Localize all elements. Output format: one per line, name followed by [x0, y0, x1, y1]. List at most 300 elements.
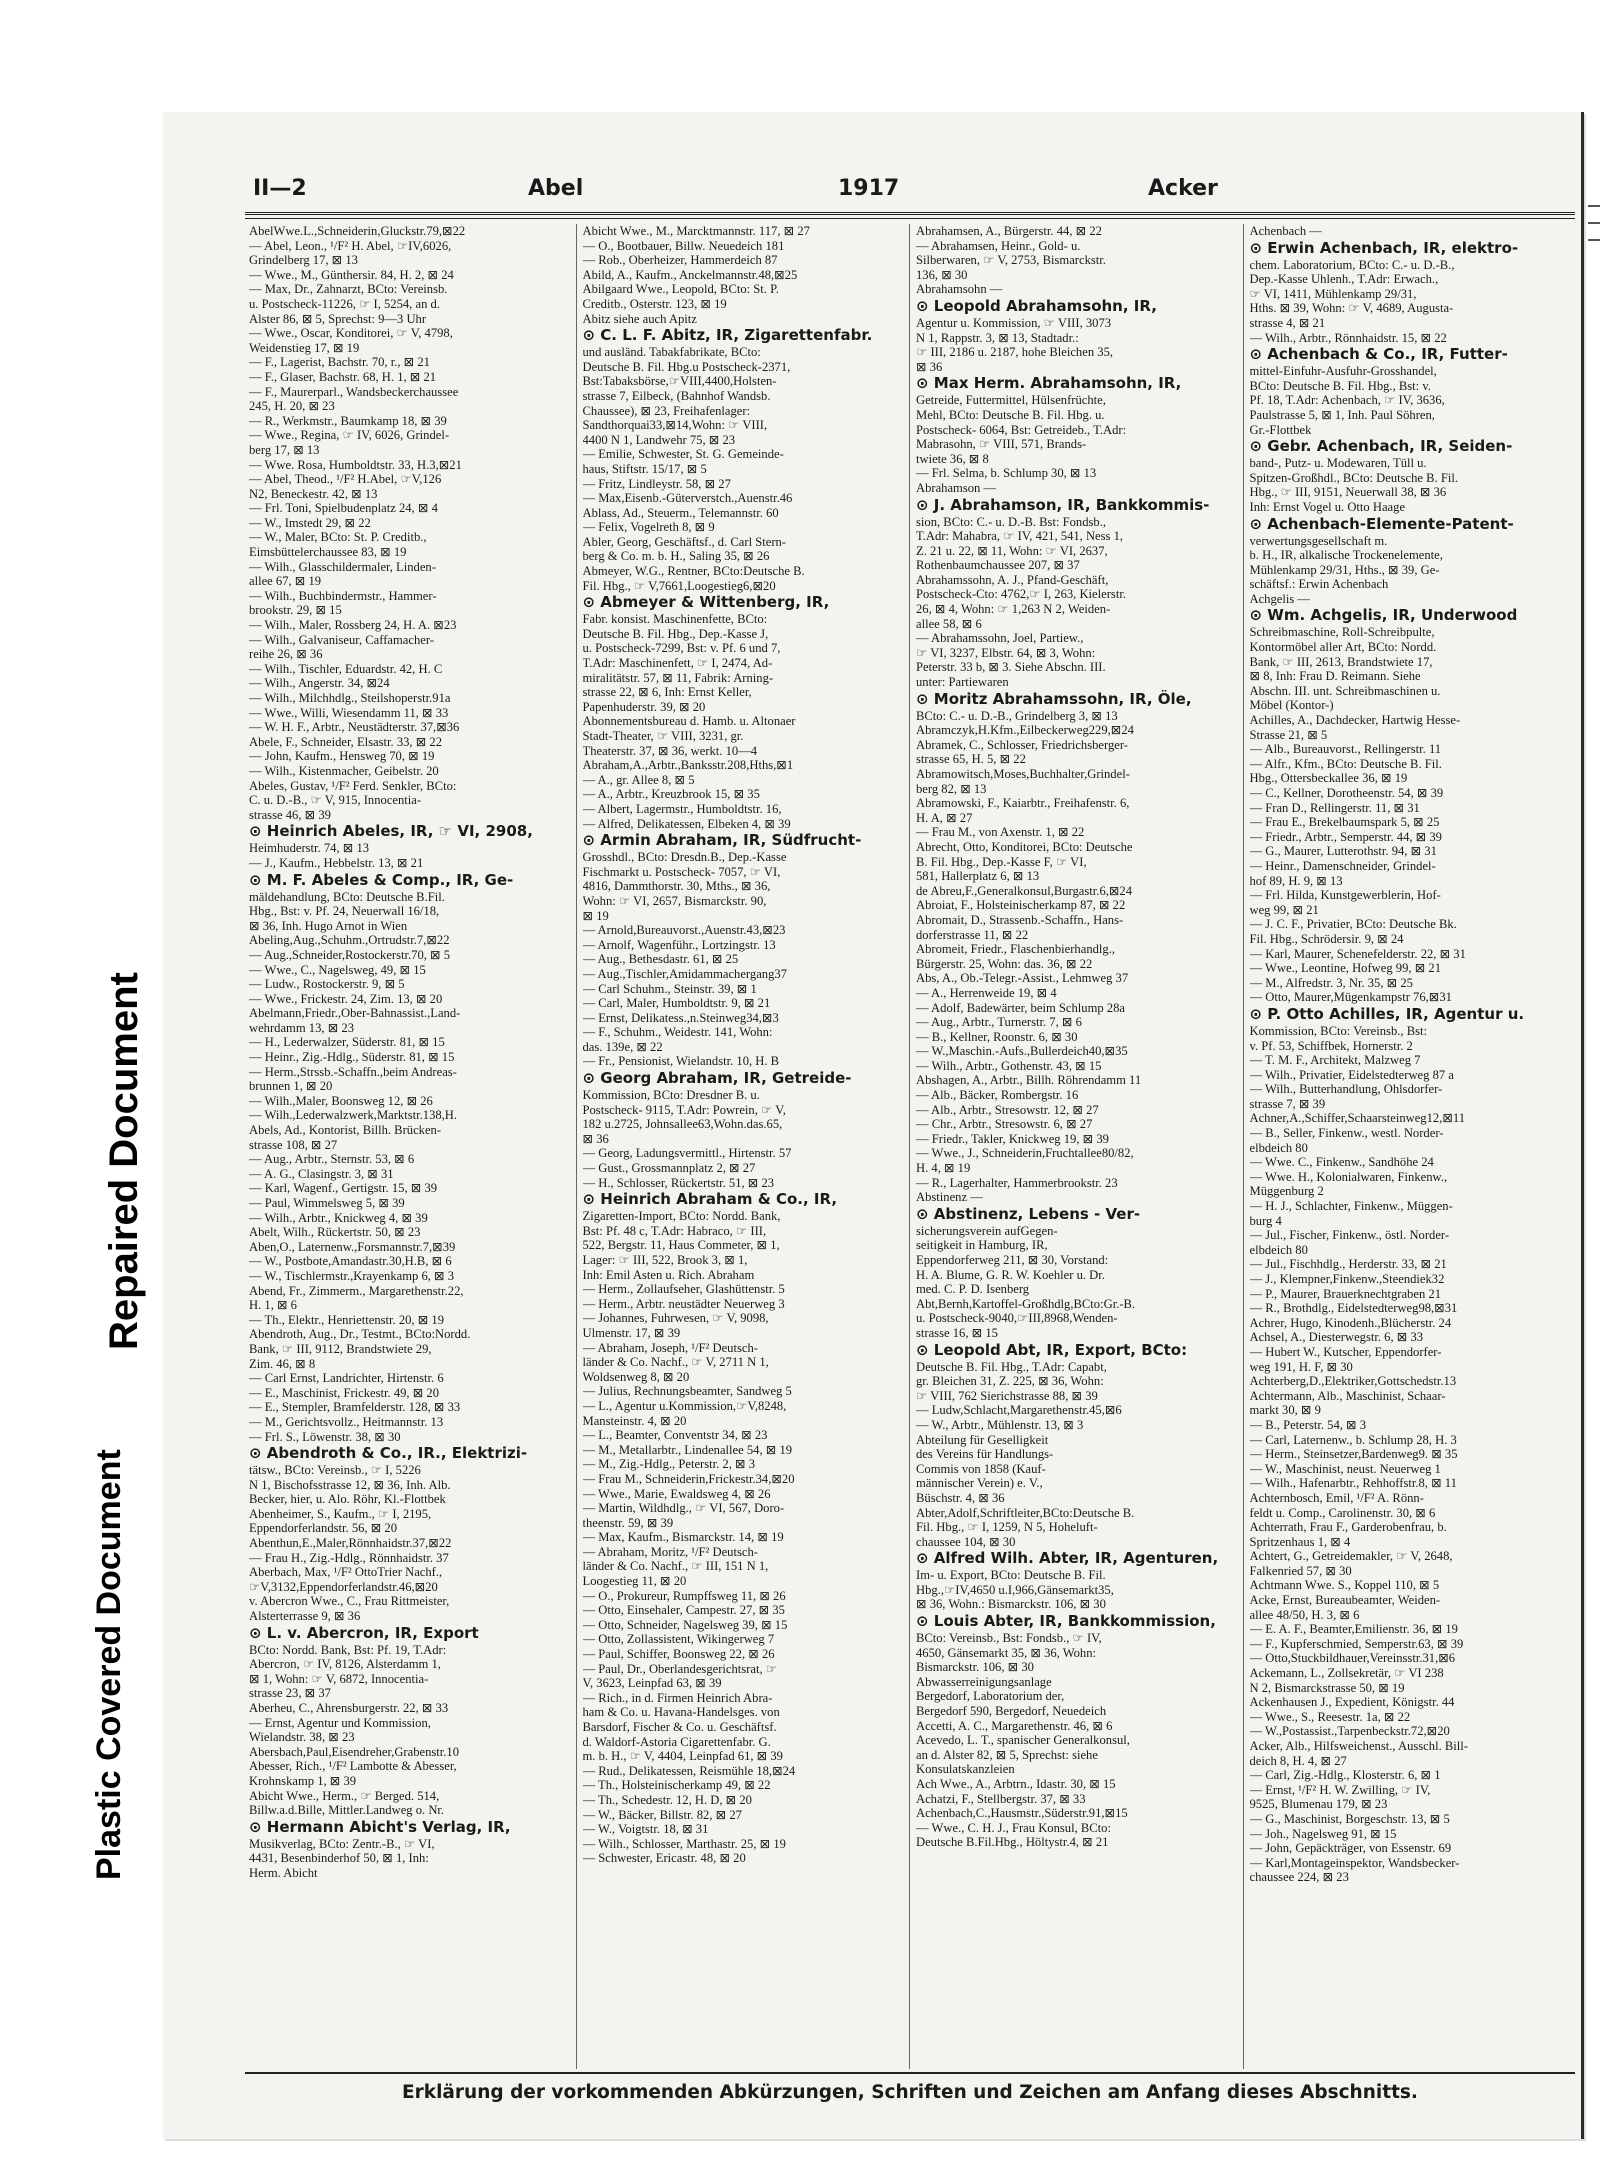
- directory-entry-line: Fabr. konsist. Maschinenfette, BCto:: [582, 612, 768, 627]
- directory-entry-line: Achner,A.,Schiffer,Schaarsteinweg12,⊠11: [1249, 1111, 1466, 1126]
- directory-entry-line: — Abrahamsen, Heinr., Gold- u.: [916, 238, 1081, 253]
- directory-entry-line: Abramek, C., Schlosser, Friedrichsberger-: [916, 737, 1129, 752]
- directory-entry-line: strasse 4, ⊠ 21: [1249, 315, 1326, 330]
- directory-entry-line: Abramczyk,H.Kfm.,Eilbeckerweg229,⊠24: [916, 723, 1134, 738]
- directory-entry-line: ⊙ Achenbach-Elemente-Patent-: [1249, 514, 1514, 533]
- directory-entry-line: — John, Kaufm., Hensweg 70, ⊠ 19: [249, 749, 435, 764]
- directory-entry-line: Hbg., ☞ III, 9151, Neuerwall 38, ⊠ 36: [1249, 485, 1447, 500]
- directory-entry-line: ⊙ Achenbach & Co., IR, Futter-: [1249, 345, 1508, 364]
- directory-entry-line: — Arnolf, Wagenführ., Lortzingstr. 13: [582, 937, 776, 952]
- directory-entry-line: strasse 46, ⊠ 39: [249, 807, 331, 822]
- directory-entry-line: — Abrahamssohn, Joel, Partiew.,: [916, 631, 1084, 646]
- directory-entry-line: Becker, hier, u. Alo. Röhr, Kl.-Flottbek: [249, 1492, 446, 1507]
- directory-entry-line: — R., Werkmstr., Baumkamp 18, ⊠ 39: [249, 413, 447, 428]
- directory-entry-line: Abele, F., Schneider, Elsastr. 33, ⊠ 22: [249, 734, 443, 749]
- directory-entry-line: strasse 23, ⊠ 37: [249, 1686, 331, 1701]
- directory-entry-line: — Wilh., Arbtr., Gothenstr. 43, ⊠ 15: [916, 1058, 1102, 1073]
- directory-entry-line: — E., Stempler, Bramfelderstr. 128, ⊠ 33: [249, 1400, 461, 1415]
- directory-entry-line: — Wwe., Regina, ☞ IV, 6026, Grindel-: [249, 428, 450, 443]
- directory-entry-line: Abicht Wwe., Herm., ☞ Berged. 514,: [249, 1788, 440, 1803]
- directory-entry-line: — H., Schlosser, Rückertstr. 51, ⊠ 23: [582, 1175, 775, 1190]
- directory-entry-line: — W., Voigtstr. 18, ⊠ 31: [582, 1822, 709, 1837]
- directory-entry-line: Abt,Bernh,Kartoffel-Großhdlg,BCto:Gr.-B.: [916, 1296, 1136, 1311]
- directory-entry-line: — Ludw., Rostockerstr. 9, ⊠ 5: [249, 977, 405, 992]
- directory-entry-line: Eppendorferweg 211, ⊠ 30, Vorstand:: [916, 1253, 1109, 1267]
- directory-entry-line: Achsel, A., Diesterwegstr. 6, ⊠ 33: [1249, 1330, 1424, 1345]
- directory-entry-line: Papenhuderstr. 39, ⊠ 20: [582, 699, 706, 714]
- directory-entry-line: Abild, A., Kaufm., Anckelmannstr.48,⊠25: [582, 267, 798, 282]
- directory-entry-line: brookstr. 29, ⊠ 15: [249, 603, 342, 618]
- directory-entry-line: 522, Bergstr. 11, Haus Commeter, ⊠ 1,: [582, 1238, 780, 1253]
- directory-entry-line: strasse 16, ⊠ 15: [916, 1325, 998, 1340]
- directory-entry-line: — Wilh., Angerstr. 34, ⊠24: [249, 676, 390, 691]
- directory-entry-line: strasse 108, ⊠ 27: [249, 1137, 338, 1152]
- directory-entry-line: H. 4, ⊠ 19: [916, 1161, 971, 1176]
- directory-entry-line: BCto: Nordd. Bank, Bst: Pf. 19, T.Adr:: [249, 1642, 447, 1657]
- directory-entry-line: tätsw., BCto: Vereinsb., ☞ I, 5226: [249, 1463, 421, 1478]
- directory-entry-line: ☞ VIII, 762 Sierichstrasse 88, ⊠ 39: [916, 1388, 1098, 1403]
- directory-entry-line: ⊠ 19: [582, 908, 609, 923]
- directory-entry-line: Peterstr. 33 b, ⊠ 3. Siehe Abschn. III.: [916, 660, 1106, 675]
- directory-entry-line: — M., Alfredstr. 3, Nr. 35, ⊠ 25: [1249, 975, 1413, 990]
- directory-entry-line: Abteilung für Geselligkeit: [916, 1432, 1049, 1447]
- directory-entry-line: — W.,Postassist.,Tarpenbeckstr.72,⊠20: [1249, 1724, 1450, 1739]
- directory-entry-line: B. Fil. Hbg., Dep.-Kasse F, ☞ VI,: [916, 854, 1087, 869]
- directory-entry-line: — Alb., Bureauvorst., Rellingerstr. 11: [1249, 742, 1442, 757]
- directory-entry-line: miralitätstr. 57, ⊠ 11, Fabrik: Arning-: [582, 670, 774, 685]
- directory-entry-line: — Wwe., M., Günthersir. 84, H. 2, ⊠ 24: [249, 267, 454, 282]
- directory-entry-line: — H., Lederwalzer, Süderstr. 81, ⊠ 15: [249, 1035, 445, 1050]
- directory-entry-line: berg 17, ⊠ 13: [249, 442, 320, 457]
- directory-entry-line: sicherungsverein aufGegen-: [916, 1223, 1058, 1238]
- directory-entry-line: Falkenried 57, ⊠ 30: [1249, 1563, 1352, 1578]
- directory-entry-line: — Adolf, Badewärter, beim Schlump 28a: [916, 1000, 1125, 1015]
- directory-entry-line: Abs, A., Ob.-Telegr.-Assist., Lehmweg 37: [916, 971, 1129, 986]
- header-right-word: Acker: [1148, 176, 1218, 201]
- directory-entry-line: Strasse 21, ⊠ 5: [1249, 727, 1328, 742]
- directory-entry-line: ⊠ 36, Inh. Hugo Arnot in Wien: [249, 918, 408, 933]
- directory-entry-line: v. Abercron Wwe., C., Frau Rittmeister,: [249, 1594, 450, 1609]
- directory-entry-line: Abendroth, Aug., Dr., Testmt., BCto:Nordd.: [249, 1327, 471, 1342]
- directory-entry-line: Agentur u. Kommission, ☞ VIII, 3073: [916, 315, 1112, 330]
- directory-entry-line: — Fr., Pensionist, Wielandstr. 10, H. B: [582, 1054, 780, 1069]
- directory-entry-line: Ach Wwe., A., Arbtrn., Idastr. 30, ⊠ 15: [916, 1777, 1116, 1791]
- directory-entry-line: — Wilh., Maler, Rossberg 24, H. A. ⊠23: [249, 618, 457, 633]
- directory-entry-line: Abrahamssohn, A. J., Pfand-Geschäft,: [916, 572, 1109, 587]
- directory-entry-line: Inh: Emil Asten u. Rich. Abraham: [582, 1267, 755, 1282]
- directory-entry-line: — Herm.,Strssb.-Schaffn.,beim Andreas-: [249, 1064, 457, 1079]
- directory-entry-line: Ulmenstr. 17, ⊠ 39: [582, 1325, 681, 1340]
- directory-entry-line: Achrer, Hugo, Kinodenh.,Blücherstr. 24: [1249, 1315, 1452, 1330]
- directory-entry-line: — Aug., Bethesdastr. 61, ⊠ 25: [582, 952, 739, 967]
- directory-entry-line: — Aug.,Tischler,Amidammachergang37: [582, 966, 787, 981]
- directory-entry-line: Im- u. Export, BCto: Deutsche B. Fil.: [916, 1568, 1106, 1583]
- directory-entry-line: — Ernst, ¹/F² H. W. Zwilling, ☞ IV,: [1249, 1782, 1431, 1797]
- directory-entry-line: — Carl Ernst, Landrichter, Hirtenstr. 6: [249, 1371, 444, 1386]
- directory-entry-line: strasse 22, ⊠ 6, Inh: Ernst Keller,: [582, 685, 752, 700]
- directory-entry-line: Abrahamsohn —: [916, 282, 1003, 297]
- directory-entry-line: — Wilh., Privatier, Eidelstedterweg 87 a: [1249, 1067, 1454, 1082]
- directory-entry-line: BCto: Deutsche B. Fil. Hbg., Bst: v.: [1249, 378, 1431, 393]
- directory-entry-line: Abilgaard Wwe., Leopold, BCto: St. P.: [582, 282, 779, 297]
- directory-entry-line: sion, BCto: C.- u. D.-B. Bst: Fondsb.,: [916, 514, 1106, 529]
- page-header: [163, 176, 1581, 210]
- directory-entry-line: T.Adr: Mahabra, ☞ IV, 421, 541, Ness 1,: [916, 529, 1124, 544]
- directory-entry-line: mittel-Einfuhr-Ausfuhr-Grosshandel,: [1249, 364, 1437, 379]
- directory-entry-line: ⊙ Georg Abraham, IR, Getreide-: [582, 1069, 852, 1088]
- directory-entry-line: 9525, Blumenau 179, ⊠ 23: [1249, 1797, 1388, 1812]
- plastic-covered-label: Plastic Covered Document: [90, 1449, 128, 1880]
- directory-entry-line: — Jul., Fischer, Finkenw., östl. Norder-: [1249, 1228, 1450, 1243]
- directory-entry-line: Achilles, A., Dachdecker, Hartwig Hesse-: [1249, 713, 1461, 728]
- directory-entry-line: Eimsbüttelerchaussee 83, ⊠ 19: [249, 545, 407, 560]
- side-label: [60, 770, 146, 1910]
- directory-entry-line: — Wilh., Glasschildermaler, Linden-: [249, 559, 436, 574]
- directory-entry-line: elbdeich 80: [1249, 1140, 1308, 1155]
- directory-entry-line: N2, Beneckestr. 42, ⊠ 13: [249, 486, 378, 501]
- directory-entry-line: Abschn. III. unt. Schreibmaschinen u.: [1249, 683, 1441, 698]
- directory-entry-line: med. C. P. D. Isenberg: [916, 1282, 1030, 1297]
- directory-entry-line: länder & Co. Nachf., ☞ III, 151 N 1,: [582, 1559, 769, 1574]
- directory-entry-line: Abeling,Aug.,Schuhm.,Ortrudstr.7,⊠22: [249, 933, 450, 948]
- directory-entry-line: Lager: ☞ III, 522, Brook 3, ⊠ 1,: [582, 1253, 748, 1267]
- directory-entry-line: — Frl. S., Löwenstr. 38, ⊠ 30: [249, 1429, 401, 1444]
- directory-entry-line: BCto: Vereinsb., Bst: Fondsb., ☞ IV,: [916, 1631, 1102, 1646]
- directory-entry-line: Schreibmaschine, Roll-Schreibpulte,: [1249, 625, 1435, 640]
- directory-entry-line: Krohnskamp 1, ⊠ 39: [249, 1773, 357, 1788]
- directory-entry-line: Abercron, ☞ IV, 8126, Alsterdamm 1,: [249, 1657, 441, 1672]
- repaired-label: Repaired Document: [102, 972, 146, 1350]
- directory-entry-line: des Vereins für Handlungs-: [916, 1447, 1054, 1462]
- directory-entry-line: — Heinr., Zig.-Hdlg., Süderstr. 81, ⊠ 15: [249, 1050, 455, 1065]
- directory-entry-line: brunnen 1, ⊠ 20: [249, 1079, 333, 1094]
- directory-entry-line: Postscheck-Cto: 4762,☞ I, 263, Kielerstr.: [916, 587, 1126, 602]
- directory-entry-line: H. A, ⊠ 27: [916, 810, 973, 825]
- directory-entry-line: — Jul., Fischhdlg., Herderstr. 33, ⊠ 21: [1249, 1257, 1447, 1272]
- entry-columns: [243, 224, 1577, 2069]
- directory-entry-line: strasse 7, Eilbeck, (Bahnhof Wandsb.: [582, 388, 771, 403]
- directory-entry-line: ⊠ 36: [916, 359, 943, 374]
- directory-entry-line: Deutsche B. Fil. Hbg., T.Adr: Capabt,: [916, 1359, 1107, 1374]
- directory-entry-line: — Alb., Bäcker, Rombergstr. 16: [916, 1088, 1079, 1103]
- directory-entry-line: Postscheck- 9115, T.Adr: Powrein, ☞ V,: [582, 1102, 786, 1117]
- directory-entry-line: 26, ⊠ 4, Wohn: ☞ 1,263 N 2, Weiden-: [916, 602, 1111, 617]
- directory-entry-line: Grosshdl., BCto: Dresdn.B., Dep.-Kasse: [582, 850, 787, 865]
- directory-entry-line: haus, Stiftstr. 15/17, ⊠ 5: [582, 461, 707, 476]
- footer-rule: [245, 2072, 1575, 2074]
- directory-entry-line: — Max, Dr., Zahnarzt, BCto: Vereinsb.: [249, 282, 448, 297]
- directory-entry-line: Abramowitsch,Moses,Buchhalter,Grindel-: [916, 767, 1130, 781]
- directory-entry-line: Bst:Tabaksbörse,☞VIII,4400,Holsten-: [582, 374, 777, 389]
- directory-entry-line: Abicht Wwe., M., Marcktmannstr. 117, ⊠ 27: [582, 224, 810, 238]
- directory-entry-line: gr. Bleichen 31, Z. 225, ⊠ 36, Wohn:: [916, 1374, 1104, 1389]
- directory-entry-line: — Otto, Einsehaler, Campestr. 27, ⊠ 35: [582, 1603, 785, 1618]
- directory-entry-line: — Wilh., Tischler, Eduardstr. 42, H. C: [249, 661, 443, 676]
- directory-entry-line: Abstinenz —: [916, 1190, 983, 1205]
- directory-entry-line: Deutsche B. Fil. Hbg., Dep.-Kasse J,: [582, 626, 769, 641]
- directory-entry-line: BCto: C.- u. D.-B., Grindelberg 3, ⊠ 13: [916, 708, 1118, 723]
- directory-entry-line: de Abreu,F.,Generalkonsul,Burgastr.6,⊠24: [916, 883, 1133, 898]
- directory-entry-line: ⊙ J. Abrahamson, IR, Bankkommis-: [916, 495, 1210, 514]
- directory-entry-line: Deutsche B. Fil. Hbg.u Postscheck-2371,: [582, 359, 791, 374]
- directory-entry-line: — W., Imstedt 29, ⊠ 22: [249, 515, 371, 530]
- directory-entry-line: — Alfred, Delikatessen, Elbeken 4, ⊠ 39: [582, 816, 791, 831]
- directory-entry-line: Pf. 18, T.Adr: Achenbach, ☞ IV, 3636,: [1249, 393, 1445, 408]
- directory-entry-line: — Carl, Laternenw., b. Schlump 28, H. 3: [1249, 1432, 1457, 1447]
- directory-entry-line: — E. A. F., Beamter,Emilienstr. 36, ⊠ 19: [1249, 1622, 1458, 1637]
- directory-entry-line: Achenbach,C.,Hausmstr.,Süderstr.91,⊠15: [916, 1806, 1128, 1821]
- directory-entry-line: Abroiat, F., Holsteinischerkamp 87, ⊠ 22: [916, 898, 1126, 913]
- directory-entry-line: 4816, Dammthorstr. 30, Mths., ⊠ 36,: [582, 879, 771, 894]
- directory-entry-line: Abenheimer, S., Kaufm., ☞ I, 2195,: [249, 1506, 432, 1521]
- directory-entry-line: Achterrath, Frau F., Garderobenfrau, b.: [1249, 1520, 1447, 1535]
- directory-entry-line: mäldehandlung, BCto: Deutsche B.Fil.: [249, 889, 445, 904]
- directory-entry-line: 4650, Gänsemarkt 35, ⊠ 36, Wohn:: [916, 1645, 1097, 1660]
- directory-entry-line: ⊙ Abmeyer & Wittenberg, IR,: [582, 593, 830, 612]
- directory-entry-line: strasse 65, H. 5, ⊠ 22: [916, 752, 1026, 767]
- directory-entry-line: — Wilh.,Lederwalzwerk,Marktstr.138,H.: [249, 1108, 458, 1123]
- directory-entry-line: strasse 7, ⊠ 39: [1249, 1096, 1326, 1111]
- directory-entry-line: schäftsf.: Erwin Achenbach: [1249, 577, 1389, 592]
- directory-entry-line: Abels, Ad., Kontorist, Billh. Brücken-: [249, 1123, 442, 1138]
- directory-entry-line: — Otto, Schneider, Nagelsweg 39, ⊠ 15: [582, 1617, 788, 1632]
- directory-entry-line: Abend, Fr., Zimmerm., Margarethenstr.22,: [249, 1283, 464, 1298]
- directory-entry-line: — Ernst, Delikatess.,n.Steinweg34,⊠3: [582, 1010, 779, 1025]
- directory-entry-line: — A., Herrenweide 19, ⊠ 4: [916, 985, 1057, 1000]
- directory-entry-line: verwertungsgesellschaft m.: [1249, 533, 1388, 548]
- directory-entry-line: Mansteinstr. 4, ⊠ 20: [582, 1413, 687, 1428]
- directory-entry-line: — Martin, Wildhdlg., ☞ VI, 567, Doro-: [582, 1501, 785, 1516]
- directory-entry-line: Abter,Adolf,Schriftleiter,BCto:Deutsche B.: [916, 1505, 1135, 1520]
- directory-entry-line: Deutsche B.Fil.Hbg., Höltystr.4, ⊠ 21: [916, 1835, 1109, 1850]
- directory-entry-line: weg 191, H. F, ⊠ 30: [1249, 1359, 1353, 1374]
- directory-entry-line: — T. M. F., Architekt, Malzweg 7: [1249, 1053, 1421, 1068]
- directory-entry-line: Aben,O., Laternenw.,Forsmannstr.7,⊠39: [249, 1239, 456, 1254]
- directory-entry-line: ☞ III, 2186 u. 2187, hohe Bleichen 35,: [916, 345, 1114, 360]
- directory-entry-line: unter: Partiewaren: [916, 675, 1009, 690]
- directory-entry-line: — Wilh.,Maler, Boonsweg 12, ⊠ 26: [249, 1093, 433, 1108]
- directory-entry-line: ⊙ Gebr. Achenbach, IR, Seiden-: [1249, 437, 1513, 456]
- directory-entry-line: Zigaretten-Import, BCto: Nordd. Bank,: [582, 1209, 781, 1224]
- directory-entry-line: band-, Putz- u. Modewaren, Tüll u.: [1249, 456, 1427, 471]
- directory-entry-line: Mühlenkamp 29/31, Hths., ⊠ 39, Ge-: [1249, 562, 1440, 577]
- directory-entry-line: — P., Maurer, Brauerknechtgraben 21: [1249, 1286, 1441, 1301]
- directory-entry-line: Konsulatskanzleien: [916, 1762, 1015, 1777]
- directory-entry-line: markt 30, ⊠ 9: [1249, 1403, 1321, 1418]
- directory-entry-line: 245, H. 20, ⊠ 23: [249, 399, 335, 414]
- directory-entry-line: Kommission, BCto: Dresdner B. u.: [582, 1088, 760, 1103]
- directory-entry-line: Kontormöbel aller Art, BCto: Nordd.: [1249, 640, 1437, 655]
- column-2: [577, 224, 911, 2069]
- directory-entry-line: V, 3623, Leinpfad 63, ⊠ 39: [582, 1676, 722, 1691]
- directory-entry-line: Achenbach —: [1249, 224, 1322, 238]
- directory-entry-line: — Johannes, Fuhrwesen, ☞ V, 9098,: [582, 1311, 769, 1326]
- directory-entry-line: — B., Kellner, Roonstr. 6, ⊠ 30: [916, 1029, 1078, 1044]
- directory-entry-line: ⊙ Erwin Achenbach, IR, elektro-: [1249, 238, 1519, 257]
- page-edge-mark: [1588, 222, 1600, 224]
- directory-entry-line: Commis von 1858 (Kauf-: [916, 1461, 1046, 1476]
- directory-entry-line: allee 67, ⊠ 19: [249, 574, 322, 589]
- directory-entry-line: — L., Agentur u.Kommission,☞V,8248,: [582, 1398, 787, 1413]
- directory-entry-line: Mabrasohn, ☞ VIII, 571, Brands-: [916, 437, 1087, 452]
- directory-entry-line: — Gust., Grossmannplatz 2, ⊠ 27: [582, 1161, 756, 1176]
- directory-entry-line: berg 82, ⊠ 13: [916, 781, 987, 796]
- directory-entry-line: — Chr., Arbtr., Stresowstr. 6, ⊠ 27: [916, 1117, 1093, 1132]
- directory-entry-line: — M., Zig.-Hdlg., Peterstr. 2, ⊠ 3: [582, 1457, 756, 1472]
- directory-entry-line: Abrahamson —: [916, 480, 997, 495]
- header-left-word: Abel: [528, 176, 584, 201]
- directory-entry-line: — W., Arbtr., Mühlenstr. 13, ⊠ 3: [916, 1417, 1084, 1432]
- directory-entry-line: Sandthorquai33,⊠14,Wohn: ☞ VIII,: [582, 418, 768, 433]
- directory-entry-line: — Wilh., Butterhandlung, Ohlsdorfer-: [1249, 1082, 1443, 1097]
- directory-entry-line: Abeles, Gustav, ¹/F² Ferd. Senkler, BCto:: [249, 778, 457, 793]
- directory-entry-line: Abler, Georg, Geschäftsf., d. Carl Stern-: [582, 534, 787, 549]
- directory-entry-line: — Aug., Arbtr., Sternstr. 53, ⊠ 6: [249, 1152, 415, 1167]
- directory-entry-line: — Arnold,Bureauvorst.,Auenstr.43,⊠23: [582, 923, 786, 938]
- directory-entry-line: — Frl. Hilda, Kunstgewerblerin, Hof-: [1249, 888, 1441, 903]
- directory-entry-line: — Emilie, Schwester, St. G. Gemeinde-: [582, 447, 784, 462]
- directory-entry-line: theenstr. 59, ⊠ 39: [582, 1515, 674, 1530]
- directory-entry-line: Abwasserreinigungsanlage: [916, 1674, 1052, 1689]
- directory-entry-line: — Aug.,Schneider,Rostockerstr.70, ⊠ 5: [249, 947, 451, 962]
- directory-entry-line: Dep.-Kasse Uhlenh., T.Adr: Erwach.,: [1249, 272, 1439, 287]
- directory-entry-line: männischer Verein) e. V.,: [916, 1476, 1043, 1491]
- directory-entry-line: Bst: Pf. 48 c, T.Adr: Habraco, ☞ III,: [582, 1223, 767, 1238]
- directory-entry-line: — O., Prokureur, Rumpffsweg 11, ⊠ 26: [582, 1588, 786, 1603]
- directory-entry-line: Grindelberg 17, ⊠ 13: [249, 253, 358, 268]
- directory-entry-line: ⊠ 1, Wohn: ☞ V, 6872, Innocentia-: [249, 1671, 429, 1686]
- directory-entry-line: — Carl Schuhm., Steinstr. 39, ⊠ 1: [582, 981, 757, 996]
- directory-entry-line: Rothenbaumchaussee 207, ⊠ 37: [916, 558, 1080, 573]
- directory-entry-line: — Frau M., von Axenstr. 1, ⊠ 22: [916, 825, 1085, 840]
- directory-entry-line: Abmeyer, W.G., Rentner, BCto:Deutsche B.: [582, 564, 805, 579]
- directory-entry-line: das. 139e, ⊠ 22: [582, 1039, 663, 1054]
- directory-entry-line: ⊠ 8, Inh: Frau D. Reimann. Siehe: [1249, 669, 1421, 684]
- column-3: [910, 224, 1244, 2069]
- directory-entry-line: T.Adr: Maschinenfett, ☞ I, 2474, Ad-: [582, 656, 773, 671]
- directory-entry-line: Creditb., Osterstr. 123, ⊠ 19: [582, 296, 727, 311]
- directory-entry-line: ⊙ Leopold Abrahamsohn, IR,: [916, 296, 1157, 315]
- directory-entry-line: — B., Seller, Finkenw., westl. Norder-: [1249, 1126, 1444, 1141]
- directory-entry-line: allee 58, ⊠ 6: [916, 616, 982, 631]
- directory-entry-line: Acker, Alb., Hilfsweichenst., Ausschl. Bill-: [1249, 1739, 1468, 1753]
- directory-entry-line: — J., Kaufm., Hebbelstr. 13, ⊠ 21: [249, 855, 424, 870]
- directory-entry-line: Accetti, A. C., Margarethenstr. 46, ⊠ 6: [916, 1718, 1113, 1733]
- directory-entry-line: Ablass, Ad., Steuerm., Telemannstr. 60: [582, 505, 779, 520]
- directory-entry-line: — Karl, Wagenf., Gertigstr. 15, ⊠ 39: [249, 1181, 438, 1196]
- directory-entry-line: N 1, Bischofsstrasse 12, ⊠ 36, Inh. Alb.: [249, 1477, 451, 1492]
- directory-entry-line: N 2, Bismarckstrasse 50, ⊠ 19: [1249, 1680, 1405, 1695]
- directory-entry-line: — R., Lagerhalter, Hammerbrookstr. 23: [916, 1175, 1118, 1190]
- directory-entry-line: — A., Arbtr., Kreuzbrook 15, ⊠ 35: [582, 787, 760, 802]
- directory-entry-line: twiete 36, ⊠ 8: [916, 451, 989, 466]
- directory-entry-line: — Frau M., Schneiderin,Frickestr.34,⊠20: [582, 1471, 795, 1486]
- directory-entry-line: berg & Co. m. b. H., Saling 35, ⊠ 26: [582, 549, 770, 564]
- directory-entry-line: — Herm., Zollaufseher, Glashüttenstr. 5: [582, 1282, 785, 1297]
- directory-entry-line: Bürgerstr. 25, Wohn: das. 36, ⊠ 22: [916, 956, 1093, 971]
- directory-entry-line: Billw.a.d.Bille, Mittler.Landweg o. Nr.: [249, 1803, 445, 1818]
- directory-entry-line: Achtert, G., Getreidemakler, ☞ V, 2648,: [1249, 1549, 1453, 1564]
- directory-entry-line: Gr.-Flottbek: [1249, 422, 1312, 437]
- directory-entry-line: Hths. ⊠ 39, Wohn: ☞ V, 4689, Augusta-: [1249, 301, 1454, 316]
- directory-entry-line: — W., Tischlermstr.,Krayenkamp 6, ⊠ 3: [249, 1268, 455, 1283]
- directory-entry-line: — E., Maschinist, Frickestr. 49, ⊠ 20: [249, 1385, 440, 1400]
- directory-entry-line: Hbg., Bst: v. Pf. 24, Neuerwall 16/18,: [249, 904, 440, 919]
- directory-entry-line: — Alfr., Kfm., BCto: Deutsche B. Fil.: [1249, 756, 1442, 771]
- directory-entry-line: — Abel, Leon., ¹/F² H. Abel, ☞IV,6026,: [249, 238, 452, 253]
- directory-entry-line: — Paul, Dr., Oberlandesgerichtsrat, ☞: [582, 1661, 778, 1676]
- directory-entry-line: Fischmarkt u. Postscheck- 7057, ☞ VI,: [582, 864, 781, 879]
- directory-entry-line: b. H., IR, alkalische Trockenelemente,: [1249, 548, 1443, 563]
- directory-entry-line: Abromeit, Friedr., Flaschenbierhandlg.,: [916, 942, 1116, 957]
- directory-entry-line: — Wwe., C., Nagelsweg, 49, ⊠ 15: [249, 962, 426, 977]
- directory-entry-line: — Wilh., Arbtr., Knickweg 4, ⊠ 39: [249, 1210, 428, 1225]
- directory-entry-line: Aberheu, C., Ahrensburgerstr. 22, ⊠ 33: [249, 1701, 449, 1715]
- directory-entry-line: — W., Maschinist, neust. Neuerweg 1: [1249, 1461, 1441, 1476]
- directory-entry-line: Musikverlag, BCto: Zentr.-B., ☞ VI,: [249, 1836, 435, 1851]
- directory-entry-line: — Rob., Oberheizer, Hammerdeich 87: [582, 253, 778, 268]
- directory-entry-line: u. Postscheck-7299, Bst: v. Pf. 6 und 7,: [582, 641, 781, 656]
- directory-entry-line: Barsdorf, Fischer & Co. u. Geschäftsf.: [582, 1720, 777, 1734]
- footer-note: Erklärung der vorkommenden Abkürzungen, Schriften und Zeichen am Anfang dieses Abschnitts.: [402, 2082, 1418, 2103]
- directory-entry-line: — Frau E., Brekelbaumspark 5, ⊠ 25: [1249, 815, 1440, 830]
- directory-entry-line: Abitz siehe auch Apitz: [582, 311, 697, 326]
- directory-entry-line: Fil. Hbg., ☞ V,7661,Loogestieg6,⊠20: [582, 578, 776, 593]
- directory-entry-line: — Wwe., C. H. J., Frau Konsul, BCto:: [916, 1820, 1111, 1835]
- directory-entry-line: — Herm., Arbtr. neustädter Neuerweg 3: [582, 1296, 785, 1311]
- directory-entry-line: — Abraham, Moritz, ¹/F² Deutsch-: [582, 1544, 758, 1559]
- directory-entry-line: dorferstrasse 11, ⊠ 22: [916, 927, 1029, 942]
- directory-entry-line: Abramowski, F., Kaiarbtr., Freihafenstr. 6,: [916, 796, 1130, 811]
- directory-entry-line: — G., Maurer, Lutterothstr. 94, ⊠ 31: [1249, 844, 1437, 859]
- directory-entry-line: — W.,Maschin.-Aufs.,Bullerdeich40,⊠35: [916, 1044, 1128, 1059]
- directory-entry-line: Inh: Ernst Vogel u. Otto Haage: [1249, 499, 1406, 514]
- directory-entry-line: deich 8, H. 4, ⊠ 27: [1249, 1753, 1347, 1768]
- directory-entry-line: — Th., Holsteinischerkamp 49, ⊠ 22: [582, 1778, 771, 1793]
- directory-entry-line: C. u. D.-B., ☞ V, 915, Innocentia-: [249, 793, 422, 808]
- directory-entry-line: Getreide, Futtermittel, Hülsenfrüchte,: [916, 393, 1106, 408]
- directory-entry-line: Alster 86, ⊠ 5, Sprechst: 9—3 Uhr: [249, 311, 427, 326]
- directory-entry-line: — John, Gepäckträger, von Essenstr. 69: [1249, 1841, 1452, 1856]
- directory-entry-line: Abraham,A.,Arbtr.,Banksstr.208,Hths,⊠1: [582, 758, 794, 773]
- directory-entry-line: ☞ VI, 1411, Mühlenkamp 29/31,: [1249, 286, 1417, 301]
- directory-entry-line: — Friedr., Arbtr., Semperstr. 44, ⊠ 39: [1249, 829, 1442, 844]
- directory-entry-line: 4400 N 1, Landwehr 75, ⊠ 23: [582, 432, 736, 447]
- directory-entry-line: Abelmann,Friedr.,Ober-Bahnassist.,Land-: [249, 1006, 461, 1021]
- directory-entry-line: — Wilh., Galvaniseur, Caffamacher-: [249, 632, 435, 647]
- directory-entry-line: seitigkeit in Hamburg, IR,: [916, 1238, 1048, 1253]
- directory-entry-line: m. b. H., ☞ V, 4404, Leinpfad 61, ⊠ 39: [582, 1749, 783, 1764]
- directory-entry-line: ⊙ Wm. Achgelis, IR, Underwood: [1249, 606, 1518, 625]
- directory-entry-line: — Alb., Arbtr., Stresowstr. 12, ⊠ 27: [916, 1102, 1099, 1117]
- directory-entry-line: — O., Bootbauer, Billw. Neuedeich 181: [582, 238, 785, 253]
- directory-entry-line: Hbg.,☞IV,4650 u.I,966,Gänsemarkt35,: [916, 1582, 1114, 1597]
- directory-entry-line: Abelt, Wilh., Rückertstr. 50, ⊠ 23: [249, 1225, 421, 1240]
- directory-entry-line: reihe 26, ⊠ 36: [249, 647, 323, 662]
- page-ref: II—2: [253, 176, 307, 201]
- directory-entry-line: — Georg, Ladungsvermittl., Hirtenstr. 57: [582, 1146, 792, 1161]
- directory-entry-line: Postscheck- 6064, Bst: Getreideb., T.Adr:: [916, 422, 1127, 437]
- directory-entry-line: — Frau H., Zig.-Hdlg., Rönnhaidstr. 37: [249, 1550, 449, 1565]
- directory-entry-line: ⊙ Heinrich Abeles, IR, ☞ VI, 2908,: [249, 822, 533, 841]
- directory-entry-line: Paulstrasse 5, ⊠ 1, Inh. Paul Söhren,: [1249, 407, 1435, 422]
- directory-entry-line: Abenthun,E.,Maler,Rönnhaidstr.37,⊠22: [249, 1536, 452, 1551]
- directory-entry-line: Loogestieg 11, ⊠ 20: [582, 1574, 687, 1589]
- directory-entry-line: Wohn: ☞ VI, 2657, Bismarckstr. 90,: [582, 893, 767, 908]
- column-1: [243, 224, 577, 2069]
- directory-entry-line: — M., Gerichtsvollz., Heitmannstr. 13: [249, 1414, 444, 1429]
- directory-entry-line: Ackenhausen J., Expedient, Königstr. 44: [1249, 1695, 1455, 1710]
